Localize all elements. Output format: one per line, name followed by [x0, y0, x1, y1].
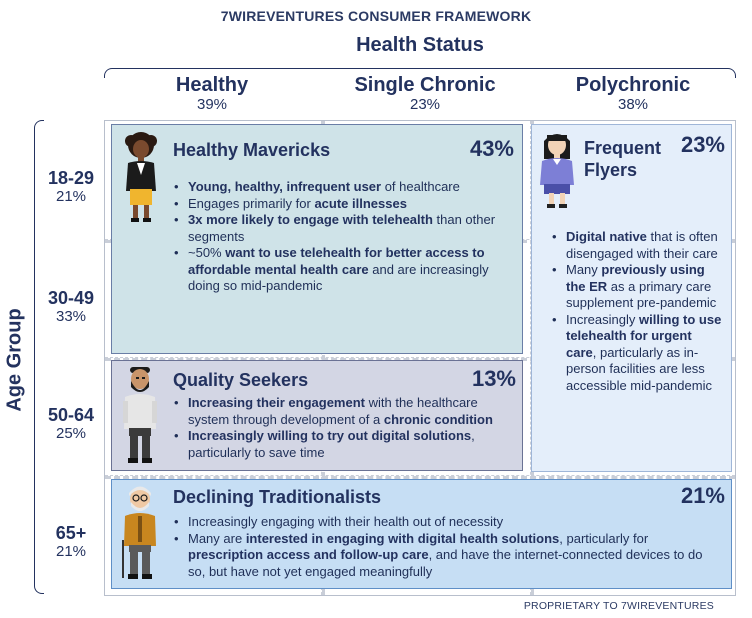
row-name: 50-64: [47, 405, 95, 425]
bullet: • Many previously using the ER as a primary care supplement pre-pandemic: [548, 262, 724, 312]
bullet: • Increasingly engaging with their health out of necessity: [170, 514, 720, 531]
age-group-axis-title: Age Group: [3, 308, 26, 412]
bullet: • Increasingly willing to try out digital solutions, particularly to save time: [170, 428, 520, 461]
segment-frequent-flyers: [531, 124, 732, 472]
bullet: • Many are interested in engaging with digital health solutions, particularly for prescription access and follow-up care, and have the internet-connected devices to do so, but have not yet engaged meaningfully: [170, 531, 720, 581]
framework-title: 7WIREVENTURES CONSUMER FRAMEWORK: [220, 8, 532, 24]
proprietary-footer: PROPRIETARY TO 7WIREVENTURES: [523, 600, 714, 612]
row-header-18-29: [38, 168, 104, 206]
bullet: • Increasing their engagement with the healthcare system through development of a chronic condition: [170, 395, 520, 428]
row-header-65-plus: [38, 523, 104, 561]
segment-share: 43%: [469, 136, 514, 161]
young-woman-icon: [536, 129, 578, 209]
row-name: 30-49: [47, 288, 95, 308]
bullet: • 3x more likely to engage with telehealth than other segments: [170, 212, 510, 245]
row-name: 65+: [55, 523, 87, 543]
segment-share: 13%: [471, 366, 516, 391]
row-pct: 33%: [55, 308, 87, 325]
column-header-single-chronic: [320, 74, 530, 114]
bullet: • Increasingly willing to use telehealth for urgent care, particularly as in-person facilities are less accessible mid-pandemic: [548, 312, 724, 395]
column-pct: 23%: [409, 96, 441, 113]
segment-title: Frequent Flyers: [584, 138, 662, 180]
row-pct: 21%: [55, 188, 87, 205]
bullet: • Young, healthy, infrequent user of healthcare: [170, 179, 510, 196]
bullet: • Engages primarily for acute illnesses: [170, 196, 510, 213]
column-name: Healthy: [175, 74, 249, 96]
row-header-50-64: [38, 405, 104, 443]
row-name: 18-29: [47, 168, 95, 188]
segment-declining-traditionalists: [111, 479, 732, 589]
bullet: • ~50% want to use telehealth for better access to affordable mental health care and are increasingly doing so mid-pandemic: [170, 245, 510, 295]
segment-title: Quality Seekers: [173, 370, 309, 390]
segment-title: Healthy Mavericks: [173, 140, 331, 160]
row-header-30-49: [38, 288, 104, 326]
segment-healthy-mavericks: [111, 124, 523, 354]
row-pct: 25%: [55, 425, 87, 442]
segment-bullets: [170, 514, 720, 580]
segment-share: 23%: [680, 132, 725, 157]
segment-bullets: [170, 395, 520, 461]
segment-bullets: [170, 179, 510, 295]
bearded-man-icon: [120, 365, 160, 465]
column-pct: 39%: [196, 96, 228, 113]
health-status-axis-title: Health Status: [356, 34, 484, 56]
segment-share: 21%: [680, 483, 725, 508]
older-man-icon: [120, 486, 160, 582]
column-header-healthy: [104, 74, 320, 114]
column-pct: 38%: [617, 96, 649, 113]
segment-title: Declining Traditionalists: [173, 487, 382, 507]
column-name: Polychronic: [575, 74, 691, 96]
column-header-polychronic: [530, 74, 736, 114]
row-pct: 21%: [55, 543, 87, 560]
segment-bullets: [548, 229, 724, 394]
bullet: • Digital native that is often disengaged with their care: [548, 229, 724, 262]
column-name: Single Chronic: [354, 74, 496, 96]
young-woman-icon: [118, 131, 164, 223]
segment-quality-seekers: [111, 360, 523, 471]
